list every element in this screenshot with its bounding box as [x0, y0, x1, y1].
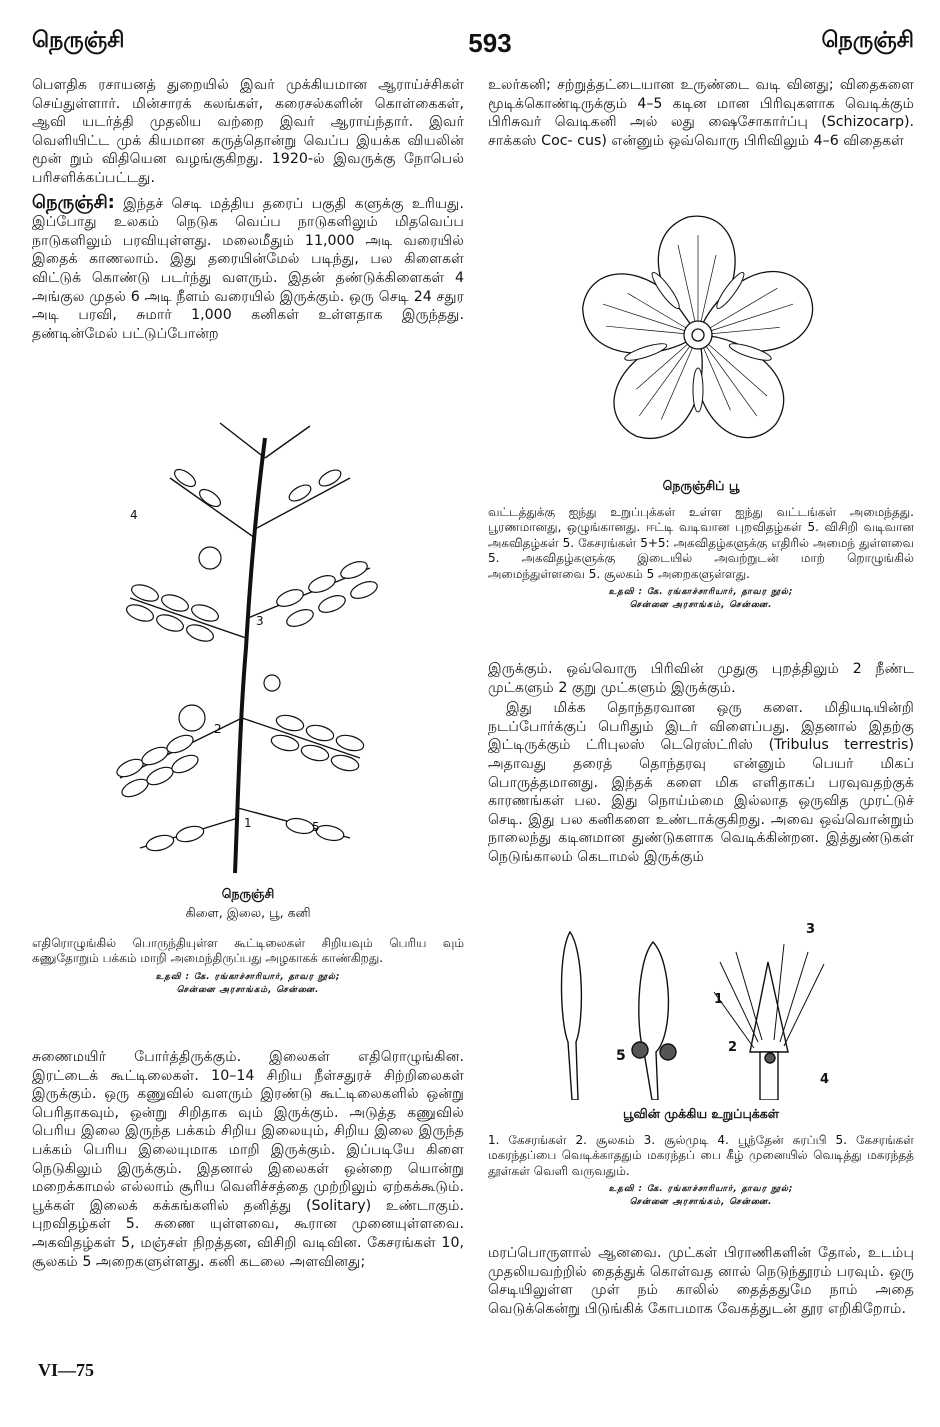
plant-figure-subtitle: கிளை, இலை, பூ, கனி: [185, 905, 311, 920]
plant-label-4: 4: [130, 508, 138, 522]
plant-credit-line-1: உதவி : கே. ரங்காச்சாரியார், தாவர நூல்;: [155, 971, 341, 982]
parts-label-2: 2: [728, 1040, 738, 1055]
right-column-bottom: [488, 1244, 914, 1318]
plant-label-1: 1: [244, 816, 252, 830]
right-paragraph-2: இருக்கும். ஒவ்வொரு பிரிவின் முதுகு புறத்திலும் 2 நீண்ட முட்களும் 2 குறு முட்களும் இருக்கும்.: [488, 661, 914, 696]
flower-parts-illustration: [488, 922, 914, 1100]
plant-label-5: 5: [312, 820, 320, 834]
article-lead-word: நெருஞ்சி:: [32, 191, 115, 213]
parts-credit-line-1: உதவி : கே. ரங்காச்சாரியார், தாவர நூல்;: [608, 1184, 794, 1195]
plant-figure-credit: [32, 971, 464, 997]
plant-credit-line-2: சென்னை அரசாங்கம், சென்னை.: [176, 984, 320, 995]
parts-label-1: 1: [714, 992, 724, 1007]
article-paragraph-2: சுணைமயிர் போர்த்திருக்கும். இலைகள் எதிரொழுங்கின. இரட்டைக் கூட்டிலைகள். 10–14 சிறிய நீள்சதுரச் சிற்றிலைகள் இருக்கும். ஒரு கணுவில் வளரும் இரண்டு கூட்டிலைகளில் ஒன்று பெரிதாகவும், ஒன்று சிறிதாக வும் இருக்கும். அடுத்த கணுவில் பெரிய இலை இருந்த பக்கம் சிறிய இலையும், சிறிய இலை இருந்த பக்கம் பெரிய இலையுமாக மாறி இருக்கும். இப்படியே கிளை நெடுகிலும் இருக்கும். இதனால் இலைகள் ஒன்றை யொன்று மறைக்காமல் எல்லாம் சூரிய வெளிச்சத்தை முற்றிலும் ஏற்கக்கூடும். பூக்கள் இலைக் கக்கங்களில் தனித்து (Solitary) உண்டாகும். புறவிதழ்கள் 5. சுணை யுள்ளவை, கூரான முனையுள்ளவை. அகவிதழ்கள் 5, மஞ்சள் நிறத்தன, விசிறி வடிவின. கேசரங்கள் 10, சூலகம் 5 அறைகளுள்ளது. கனி கடலை அளவினது;: [32, 1049, 464, 1270]
plant-figure-caption: எதிரொழுங்கில் பொருந்தியுள்ள கூட்டிலைகள் சிறியவும் பெரிய வும் கணுதோறும் பக்கம் மாறி அமைந்திருப்பது அழகாகக் காண்கிறது.: [32, 936, 464, 966]
right-column: [488, 76, 914, 150]
flower-illustration: [488, 210, 914, 470]
volume-page-footer: VI—75: [38, 1360, 95, 1380]
left-column: [32, 76, 464, 343]
flower-figure: [488, 210, 914, 640]
flower-credit-line-1: உதவி : கே. ரங்காச்சாரியார், தாவர நூல்;: [608, 587, 794, 598]
article-paragraph-1: இந்தச் செடி மத்திய தரைப் பகுதி களுக்கு உரியது. இப்போது உலகம் நெடுக வெப்ப நாடுகளிலும் மிதவெப்ப நாடுகளிலும் பரவியுள்ளது. மலைமீதும் 11,000 அடி வரையில் இதைக் காணலாம். இது தரையின்மேல் படிந்து, பல கிளைகள் விட்டுக் கொண்டு படர்ந்து வளரும். இதன் தண்டுக்கிளைகள் 4 அங்குல முதல் 6 அடி நீளம் வரையில் இருக்கும். ஒரு செடி 24 சதுர அடி பரவி, சுமார் 1,000 கனிகள் உள்ளதாக இருந்தது. தண்டின்மேல் பட்டுப்போன்ற: [32, 195, 464, 342]
flower-credit-line-2: சென்னை அரசாங்கம், சென்னை.: [629, 600, 773, 611]
flower-parts-figure: [488, 922, 914, 1222]
flower-figure-title: நெருஞ்சிப் பூ: [662, 478, 740, 493]
parts-figure-title: பூவின் முக்கிய உறுப்புக்கள்: [622, 1106, 780, 1121]
plant-illustration: [60, 418, 460, 878]
article-opening-paragraph: [32, 191, 464, 344]
flower-figure-credit: [488, 586, 914, 612]
flower-figure-caption: வட்டத்துக்கு ஐந்து உறுப்புக்கள் உள்ள ஐந்து வட்டங்கள் அமைந்தது. பூரணமானது, ஒழுங்கானது. ஈட்டி வடிவான புறவிதழ்கள் 5. விசிறி வடிவான அகவிதழ்கள் 5. கேசரங்கள் 5+5: அகவிதழ்களுக்கு எதிரில் அமைந் துள்ளவை 5. அகவிதழ்களுக்கு இடையில் அவற்றுடன் மாற் றொழுங்கில் அமைந்துள்ளவை 5. சூலகம் 5 அறைகளுள்ளது.: [488, 505, 914, 581]
right-paragraph-3: இது மிக்க தொந்தரவான ஒரு களை. மிதியடியின்றி நடப்போர்க்குப் பெரிதும் இடர் விளைப்பது. இதனால் இதற்கு இட்டிருக்கும் ட்ரிபுலஸ் டெரெஸ்ட்ரிஸ் (Tribulus terrestris) அதாவது தரைத் தொந்தரவு என்னும் பெயர் மிகப் பொருத்தமானது. இந்தக் களை மிக எளிதாகப் பரவுவதற்குக் காரணங்கள் பல. இது நொய்ம்மை இல்லாத ஒருவித முரட்டுச் செடி. இது பல கனிகளை உண்டாக்குகிறது. அவை ஒவ்வொன்றும் நாலைந்து கடினமான துண்டுகளாக வெடிக்கின்றன. இத்துண்டுகள் நெடுங்காலம் கெடாமல் இருக்கும்: [488, 700, 914, 865]
parts-figure-credit: [488, 1183, 914, 1209]
parts-credit-line-2: சென்னை அரசாங்கம், சென்னை.: [629, 1197, 773, 1208]
plant-label-3: 3: [256, 614, 264, 628]
right-paragraph-4: மரப்பொருளால் ஆனவை. முட்கள் பிராணிகளின் தோல், உடம்பு முதலியவற்றில் தைத்துக் கொள்வத னால் நெடுந்தூரம் பரவும். ஒரு செடியிலுள்ள முள் நம் காலில் தைத்ததுமே நாம் அதை வெடுக்கென்று பிடுங்கிக் கோபமாக வேகத்துடன் தூர எறிகிறோம்.: [488, 1245, 914, 1317]
right-column-middle: [488, 660, 914, 867]
page-number: 593: [468, 28, 512, 58]
running-head-left: நெருஞ்சி: [32, 28, 125, 53]
parts-label-4: 4: [820, 1072, 830, 1087]
plant-label-2: 2: [214, 722, 222, 736]
parts-label-5: 5: [616, 1048, 626, 1064]
left-column-continued: [32, 1048, 464, 1271]
plant-figure: [32, 418, 464, 1018]
parts-figure-caption: 1. கேசரங்கள் 2. சூலகம் 3. சூல்முடி 4. பூந்தேன் சுரப்பி 5. கேசரங்கள் மகரந்தப்பை வெடிக்காததும் மகரந்தப் பை கீழ் முனையில் வெடித்து மகரந்தத் தூள்கள் வெளி வருவதும்.: [488, 1133, 914, 1178]
right-paragraph-1: உலர்கனி; சற்றுத்தட்டையான உருண்டை வடி வினது; விதைகளை மூடிக்கொண்டிருக்கும் 4–5 கடின மான பிரிவுகளாக வெடிக்கும் பிரிசுவர் வெடிகனி அல் லது ஷைசோகார்ப்பு (Schizocarp). சாக்கஸ் Coc- cus) என்னும் ஒவ்வொரு பிரிவிலும் 4–6 விதைகள்: [488, 77, 914, 149]
intro-paragraph: பௌதிக ரசாயனத் துறையில் இவர் முக்கியமான ஆராய்ச்சிகள் செய்துள்ளார். மின்சாரக் கலங்கள், கரைசல்களின் கொள்கைகள், ஆவி யடர்த்தி முதலிய வற்றை இவர் ஆராய்ந்தார். இவர் வெளியிட்ட முக் கியமான கருத்தொன்று வெப்ப இயக்க வியலின் மூன் றும் விதியென வழங்குகிறது. 1920-ல் இவருக்கு நோபெல் பரிசளிக்கப்பட்டது.: [32, 77, 464, 186]
parts-label-3: 3: [806, 922, 816, 937]
plant-figure-title: நெருஞ்சி: [221, 886, 275, 901]
running-head-right: நெருஞ்சி: [821, 28, 914, 53]
